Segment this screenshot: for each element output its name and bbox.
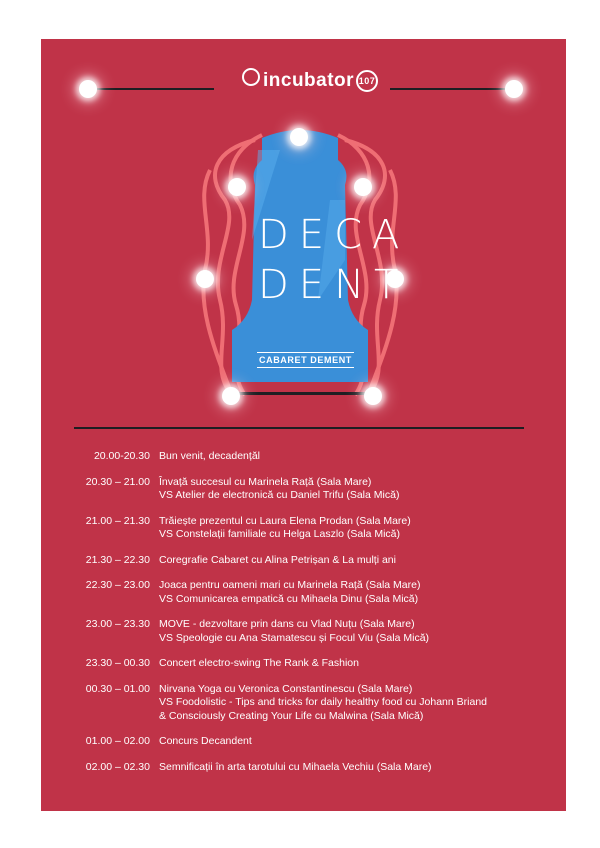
- schedule-description: [159, 450, 550, 464]
- schedule-description: [159, 761, 550, 775]
- schedule-line: & Consciously Creating Your Life cu Malwina (Sala Mică): [159, 709, 424, 722]
- schedule-row: [70, 735, 550, 749]
- bulb-right-upper: [354, 178, 372, 196]
- title-line-2: DENT: [258, 262, 409, 308]
- schedule-row: [70, 515, 550, 542]
- bulb-left-bottom: [222, 387, 240, 405]
- schedule-list: [70, 450, 550, 786]
- schedule-time: 20.00-20.30: [93, 450, 150, 462]
- schedule-row: [70, 683, 550, 724]
- schedule-time: 23.00 – 23.30: [85, 618, 150, 630]
- schedule-time: 21.30 – 22.30: [85, 553, 150, 566]
- schedule-description: [159, 618, 550, 645]
- schedule-description: [159, 476, 550, 503]
- logo-number: 107: [356, 70, 378, 92]
- schedule-time: 00.30 – 01.00: [85, 682, 150, 695]
- schedule-line: VS Comunicarea empatică cu Mihaela Dinu (Sala Mică): [159, 592, 419, 605]
- schedule-description: [159, 515, 550, 542]
- schedule-row: [70, 476, 550, 503]
- schedule-line: Nirvana Yoga cu Veronica Constantinescu (Sala Mare): [159, 682, 413, 695]
- schedule-row: [70, 554, 550, 568]
- schedule-line: MOVE - dezvoltare prin dans cu Vlad Nuțu (Sala Mare): [159, 618, 415, 630]
- bulb-left-upper: [228, 178, 246, 196]
- bulb-top-left: [79, 80, 97, 98]
- schedule-time: 22.30 – 23.00: [85, 579, 150, 591]
- schedule-time: 23.30 – 00.30: [85, 657, 150, 669]
- bulb-mirror-top: [290, 128, 308, 146]
- schedule-description: [159, 735, 550, 749]
- schedule-row: [70, 579, 550, 606]
- schedule-line: VS Foodolistic - Tips and tricks for daily healthy food cu Johann Briand: [159, 696, 488, 708]
- schedule-line: Joaca pentru oameni mari cu Marinela Rață (Sala Mare): [159, 579, 421, 591]
- schedule-line: Trăiește prezentul cu Laura Elena Prodan (Sala Mare): [159, 514, 411, 527]
- schedule-line: Bun venit, decadențăl: [159, 450, 260, 462]
- schedule-row: [70, 450, 550, 464]
- schedule-line: VS Constelații familiale cu Helga Laszlo (Sala Mică): [159, 528, 401, 540]
- schedule-time: 01.00 – 02.00: [85, 735, 150, 747]
- schedule-row: [70, 761, 550, 775]
- schedule-row: [70, 618, 550, 645]
- bulb-right-bottom: [364, 387, 382, 405]
- schedule-line: Învață succesul cu Marinela Rață (Sala Mare): [159, 475, 372, 488]
- schedule-line: Concert electro-swing The Rank & Fashion: [159, 657, 359, 669]
- schedule-line: VS Atelier de electronică cu Daniel Trifu (Sala Mică): [159, 489, 400, 501]
- schedule-line: Coregrafie Cabaret cu Alina Petrișan & La mulți ani: [159, 553, 396, 566]
- schedule-line: VS Speologie cu Ana Stamatescu și Focul Viu (Sala Mică): [159, 631, 430, 644]
- divider-line: [74, 427, 524, 429]
- schedule-time: 02.00 – 02.30: [85, 760, 150, 773]
- bulb-top-right: [505, 80, 523, 98]
- schedule-time: 21.00 – 21.30: [85, 514, 150, 527]
- logo-text: incubator: [263, 70, 355, 91]
- title-line-1: DECA: [258, 212, 410, 258]
- schedule-description: [159, 579, 550, 606]
- schedule-description: [159, 554, 550, 568]
- schedule-line: Concurs Decandent: [159, 735, 252, 747]
- schedule-time: 20.30 – 21.00: [85, 475, 150, 488]
- schedule-description: [159, 657, 550, 671]
- subtitle: CABARET DEMENT: [257, 352, 354, 368]
- bulb-left-middle: [196, 270, 214, 288]
- schedule-row: [70, 657, 550, 671]
- schedule-description: [159, 683, 550, 724]
- schedule-line: Semnificații în arta tarotului cu Mihaela Vechiu (Sala Mare): [159, 760, 432, 773]
